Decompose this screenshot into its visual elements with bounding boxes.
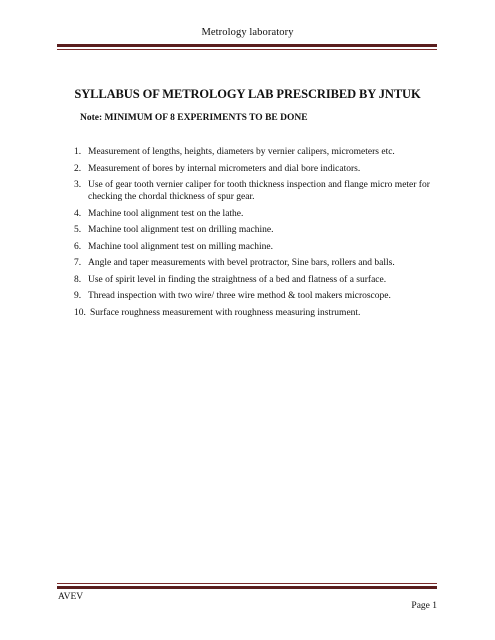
list-item [74,307,444,319]
note-text: Note: MINIMUM OF 8 EXPERIMENTS TO BE DONE [80,113,308,123]
header-rule-thin [57,49,437,50]
page-title: SYLLABUS OF METROLOGY LAB PRESCRIBED BY JNTUK [74,87,421,101]
list-item [74,241,444,253]
footer-rule-thin [57,583,437,584]
header-rule-thick [57,44,437,47]
page-number: Page 1 [411,601,437,611]
list-item-number: 10. [74,307,86,318]
experiment-list [74,146,444,323]
list-item-text: Measurement of lengths, heights, diameters by vernier calipers, micrometers etc. [88,147,395,157]
list-item [74,274,444,286]
list-item [74,179,444,203]
list-item-number: 6. [74,241,82,252]
list-item [74,257,444,269]
list-item-text: Use of gear tooth vernier caliper for tooth thickness inspection and flange micro meter for checking the chordal thickness of spur gear. [88,180,430,202]
list-item-text: Thread inspection with two wire/ three wire method & tool makers microscope. [88,291,391,301]
list-item-text: Use of spirit level in finding the straightness of a bed and flatness of a surface. [88,274,387,285]
list-item-text: Surface roughness measurement with roughness measuring instrument. [90,307,361,318]
list-item [74,290,444,302]
list-item-text: Angle and taper measurements with bevel protractor, Sine bars, rollers and balls. [88,258,395,268]
list-item-number: 3. [74,180,82,190]
list-item-text: Machine tool alignment test on drilling machine. [88,225,274,235]
list-item-number: 4. [74,208,82,219]
footer-author: AVEV [58,592,84,602]
list-item-number: 2. [74,163,82,174]
list-item-text: Machine tool alignment test on the lathe. [88,208,244,219]
list-item [74,146,444,158]
list-item [74,163,444,175]
list-item-number: 1. [74,147,82,157]
list-item-number: 7. [74,258,82,268]
list-item-text: Machine tool alignment test on milling machine. [88,241,273,252]
list-item-number: 8. [74,274,82,285]
list-item [74,224,444,236]
running-header: Metrology laboratory [201,27,294,38]
list-item-number: 9. [74,291,82,301]
list-item-text: Measurement of bores by internal micrometers and dial bore indicators. [88,163,361,174]
list-item-number: 5. [74,225,82,235]
footer-rule-thick [57,586,437,589]
list-item [74,208,444,220]
